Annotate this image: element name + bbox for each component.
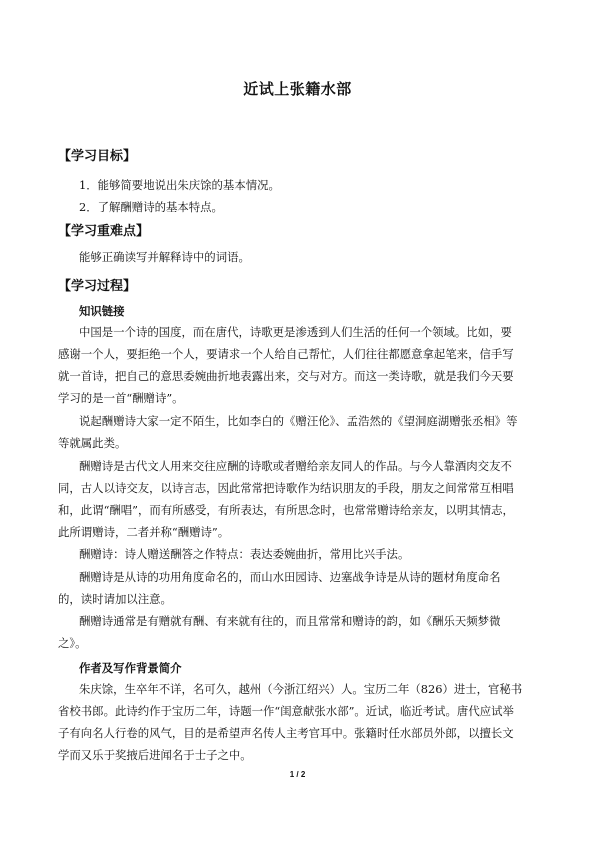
knowledge-line: 酬赠诗是古代文人用来交往应酬的诗歌或者赠给亲友同人的作品。与今人靠酒肉交友不 [79, 459, 512, 473]
knowledge-line: 酬赠诗是从诗的功用角度命名的，而山水田园诗、边塞战争诗是从诗的题材角度命名 [79, 570, 501, 584]
knowledge-line: 学习的是一首“酬赠诗”。 [58, 391, 184, 405]
knowledge-line: 同，古人以诗交友，以诗言志，因此常常把诗歌作为结识朋友的手段，朋友之间常常互相唱 [58, 481, 514, 495]
knowledge-line: 就一首诗，把自己的意思委婉曲折地表露出来，交与对方。而这一类诗歌，就是我们今天要 [58, 369, 514, 383]
page-title: 近试上张籍水部 [243, 80, 352, 98]
knowledge-line: 酬赠诗通常是有赠就有酬、有来就有往的，而且常常和赠诗的韵，如《酬乐天频梦微 [79, 614, 501, 628]
author-heading: 作者及写作背景简介 [79, 661, 182, 675]
goal-item-1: 1．能够简要地说出朱庆馀的基本情况。 [79, 178, 280, 192]
knowledge-line: 酬赠诗：诗人赠送酬答之作特点：表达委婉曲折，常用比兴手法。 [79, 547, 410, 561]
knowledge-line: 此所谓赠诗，二者并称“酬赠诗”。 [58, 525, 230, 539]
knowledge-line: 的，读时请加以注意。 [58, 592, 172, 606]
focus-text: 能够正确读写并解释诗中的词语。 [79, 250, 250, 264]
knowledge-line: 之》。 [58, 636, 87, 650]
focus-heading: 【学习重难点】 [58, 224, 150, 239]
knowledge-line: 等就属此类。 [58, 436, 127, 450]
knowledge-line: 说起酬赠诗大家一定不陌生，比如李白的《赠汪伦》、孟浩然的《望洞庭湖赠张丞相》等 [79, 414, 518, 428]
knowledge-line: 中国是一个诗的国度，而在唐代，诗歌更是渗透到人们生活的任何一个领域。比如，要 [79, 325, 512, 339]
process-heading: 【学习过程】 [58, 279, 137, 294]
page-number: 1 / 2 [289, 770, 306, 779]
author-line: 朱庆馀，生卒年不详，名可久，越州（今浙江绍兴）人。宝历二年（826）进士，官秘书 [79, 682, 523, 696]
author-line: 子有向名人行卷的风气，目的是希望声名传人主考官耳中。张籍时任水部员外郎，以擅长文 [58, 726, 514, 740]
goal-item-2: 2．了解酬赠诗的基本特点。 [79, 200, 223, 214]
author-line: 省校书郎。此诗约作于宝历二年，诗题一作“闺意献张水部”。近试，临近考试。唐代应试举 [58, 704, 514, 718]
knowledge-line: 和，此谓“酬唱”，而有所感受，有所表达，有所思念时，也常常赠诗给亲友，以明其情志， [58, 503, 514, 517]
knowledge-heading: 知识链接 [79, 304, 125, 318]
goals-heading: 【学习目标】 [58, 149, 137, 164]
knowledge-line: 感谢一个人，要拒绝一个人，要请求一个人给自己帮忙，人们往往都愿意拿起笔来，信手写 [58, 347, 514, 361]
author-line: 学而又乐于奖掖后进闻名于士子之中。 [58, 748, 252, 762]
